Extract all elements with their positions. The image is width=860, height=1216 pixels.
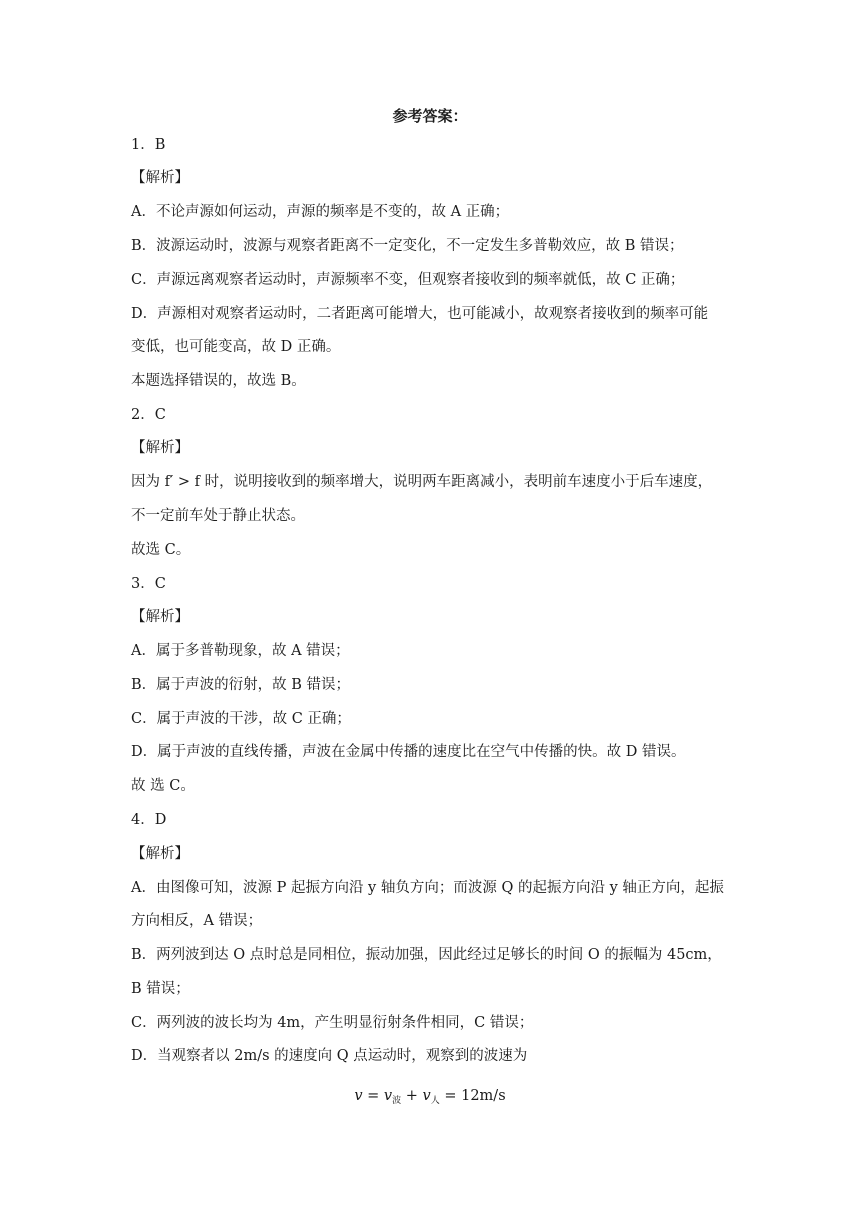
- formula-sub-wave: 波: [392, 1096, 402, 1106]
- text-line: 故 选 C。: [131, 778, 195, 794]
- formula-v-wave: v: [383, 1088, 393, 1104]
- text-line: B．波源运动时，波源与观察者距离不一定变化，不一定发生多普勒效应，故 B 错误；: [131, 238, 684, 254]
- text-line: 故选 C。: [131, 542, 191, 558]
- analysis-heading: 【解析】: [131, 846, 189, 862]
- analysis-heading: 【解析】: [131, 170, 189, 186]
- answer-number-1: 1．B: [131, 137, 166, 153]
- text-line: A．属于多普勒现象，故 A 错误；: [131, 643, 350, 659]
- analysis-heading: 【解析】: [131, 440, 189, 456]
- text-line: C．声源远离观察者运动时，声源频率不变，但观察者接收到的频率就低，故 C 正确；: [131, 272, 685, 288]
- velocity-formula: [0, 1086, 860, 1111]
- text-line: A．由图像可知，波源 P 起振方向沿 y 轴负方向；而波源 Q 的起振方向沿 y 轴正方向，起振: [131, 880, 724, 896]
- text-line: C．两列波的波长均为 4m，产生明显衍射条件相同，C 错误；: [131, 1015, 534, 1031]
- formula-equals: =: [439, 1088, 462, 1104]
- formula-equals: =: [362, 1088, 384, 1104]
- formula-v: v: [354, 1088, 363, 1104]
- formula-result: 12m/s: [461, 1088, 506, 1104]
- text-line: 不一定前车处于静止状态。: [131, 508, 305, 524]
- formula-sub-person: 人: [430, 1096, 440, 1106]
- analysis-heading: 【解析】: [131, 609, 189, 625]
- text-line: 变低，也可能变高，故 D 正确。: [131, 339, 341, 355]
- formula-plus: +: [401, 1088, 423, 1104]
- text-line: D．声源相对观察者运动时，二者距离可能增大，也可能减小，故观察者接收到的频率可能: [131, 306, 709, 322]
- text-line: B 错误；: [131, 981, 190, 997]
- text-line: C．属于声波的干涉，故 C 正确；: [131, 711, 351, 727]
- text-line: 因为 f′ > f 时，说明接收到的频率增大，说明两车距离减小，表明前车速度小于后车速度，: [131, 474, 713, 490]
- text-line: 方向相反，A 错误；: [131, 913, 263, 929]
- text-line: A．不论声源如何运动，声源的频率是不变的，故 A 正确；: [131, 204, 510, 220]
- text-line: D．属于声波的直线传播，声波在金属中传播的速度比在空气中传播的快。故 D 错误。: [131, 744, 686, 760]
- text-line: D．当观察者以 2m/s 的速度向 Q 点运动时，观察到的波速为: [131, 1048, 528, 1064]
- answer-number-2: 2．C: [131, 407, 166, 423]
- text-line: B．两列波到达 O 点时总是同相位，振动加强，因此经过足够长的时间 O 的振幅为 45cm，: [131, 947, 722, 963]
- answer-number-3: 3．C: [131, 576, 166, 592]
- text-line: 本题选择错误的，故选 B。: [131, 373, 306, 389]
- page-title: 参考答案：: [392, 107, 468, 125]
- text-line: B．属于声波的衍射，故 B 错误；: [131, 677, 351, 693]
- answer-number-4: 4．D: [131, 812, 167, 828]
- formula-v-person: v: [422, 1088, 431, 1104]
